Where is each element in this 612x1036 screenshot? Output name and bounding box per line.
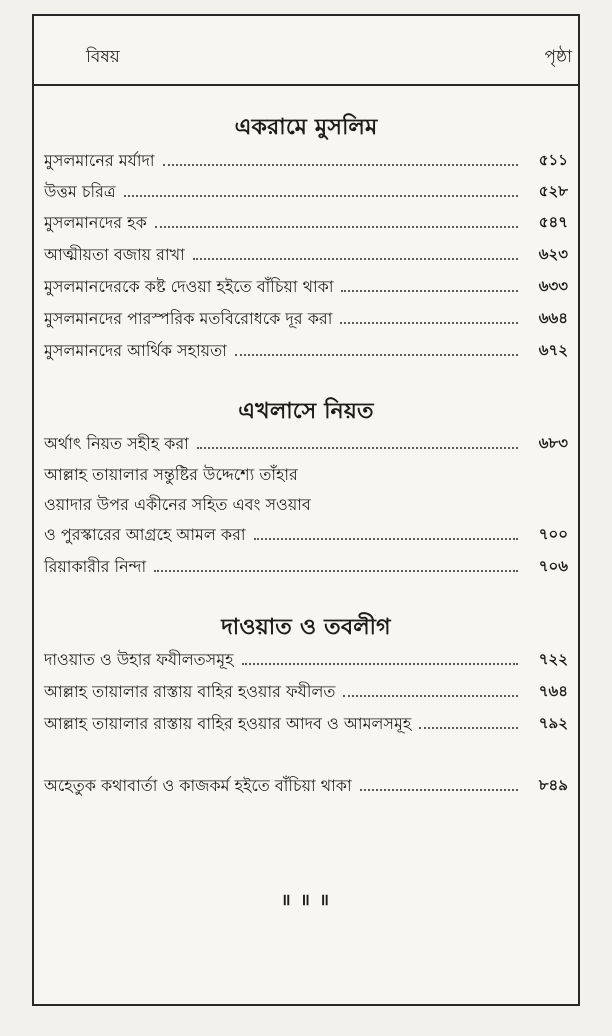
toc-entry-text: দাওয়াত ও উহার ফযীলতসমূহ bbox=[44, 649, 234, 669]
dot-leader bbox=[163, 164, 518, 166]
toc-page-number: ৫৪৭ bbox=[538, 212, 568, 231]
dot-leader bbox=[343, 695, 518, 697]
toc-entry-text: অহেতুক কথাবার্তা ও কাজকর্ম হইতে বাঁচিয়া থাকা bbox=[44, 775, 352, 795]
toc-entry-text: মুসলমানের মর্যাদা bbox=[44, 150, 155, 170]
toc-page-number: ৭২২ bbox=[538, 649, 568, 668]
toc-entry-text: আল্লাহ তায়ালার সন্তুষ্টির উদ্দেশ্যে তাঁহার bbox=[44, 464, 298, 484]
toc-entry-text: আত্মীয়তা বজায় রাখা bbox=[44, 244, 185, 264]
toc-row[interactable] bbox=[44, 678, 568, 706]
toc-page-number: ৫২৮ bbox=[538, 181, 568, 200]
toc-row[interactable] bbox=[44, 147, 568, 175]
toc-entry-text: মুসলমানদেরকে কষ্ট দেওয়া হইতে বাঁচিয়া থাকা bbox=[44, 276, 334, 296]
toc-page-number: ৮৪৯ bbox=[538, 775, 568, 794]
toc-entry-text: আল্লাহ তায়ালার রাস্তায় বাহির হওয়ার আদব ও আমলসমূহ bbox=[44, 713, 412, 733]
header-rule bbox=[34, 84, 578, 86]
toc-row-continued bbox=[44, 461, 568, 489]
toc-page-number: ৭০০ bbox=[538, 524, 568, 543]
top-rule bbox=[34, 14, 578, 16]
toc-page-number: ৬৭২ bbox=[538, 340, 568, 359]
section-title-dawat-tabligh: দাওয়াত ও তবলীগ bbox=[221, 615, 391, 640]
toc-entry-text: মুসলমানদের হক bbox=[44, 212, 147, 232]
contents-page bbox=[32, 14, 580, 1006]
toc-row[interactable] bbox=[44, 241, 568, 269]
dot-leader bbox=[242, 663, 518, 665]
toc-entry-text: মুসলমানদের পারস্পরিক মতবিরোধকে দূর করা bbox=[44, 308, 333, 328]
dot-leader bbox=[124, 195, 518, 197]
toc-page-number: ৬২৩ bbox=[538, 244, 568, 263]
dot-leader bbox=[340, 322, 518, 324]
dot-leader bbox=[419, 727, 518, 729]
toc-page-number: ৬৮৩ bbox=[538, 433, 568, 452]
dot-leader bbox=[154, 570, 518, 572]
toc-row[interactable] bbox=[44, 273, 568, 301]
dot-leader bbox=[235, 354, 518, 356]
dot-leader bbox=[341, 290, 518, 292]
toc-entry-text: অর্থাৎ নিয়ত সহীহ করা bbox=[44, 433, 189, 453]
toc-row-continued bbox=[44, 491, 568, 519]
contents-header bbox=[34, 44, 578, 80]
toc-row-standalone[interactable] bbox=[44, 772, 568, 800]
toc-page-number: ৬৩৩ bbox=[538, 276, 568, 295]
section-title-ekrame-muslim: একরামে মুসলিম bbox=[234, 115, 378, 140]
dot-leader bbox=[155, 226, 518, 228]
subject-column-label: বিষয় bbox=[86, 47, 120, 67]
toc-page-number: ৬৬৪ bbox=[538, 308, 568, 327]
toc-entry-text: মুসলমানদের আর্থিক সহায়তা bbox=[44, 340, 227, 360]
section-title-ekhlase-niyat: এখলাসে নিয়ত bbox=[238, 399, 374, 424]
toc-row[interactable] bbox=[44, 178, 568, 206]
toc-page-number: ৭০৬ bbox=[538, 556, 568, 575]
dot-leader bbox=[193, 258, 518, 260]
toc-entry-text: ওয়াদার উপর একীনের সহিত এবং সওয়াব bbox=[44, 494, 311, 514]
toc-row[interactable] bbox=[44, 521, 568, 549]
toc-page-number: ৭৬৪ bbox=[538, 681, 568, 700]
toc-page-number: ৫১১ bbox=[538, 150, 568, 169]
toc-row[interactable] bbox=[44, 710, 568, 738]
dot-leader bbox=[254, 538, 518, 540]
toc-row[interactable] bbox=[44, 646, 568, 674]
dot-leader bbox=[360, 789, 518, 791]
toc-entry-text: উত্তম চরিত্র bbox=[44, 181, 116, 201]
dot-leader bbox=[197, 447, 518, 449]
toc-row[interactable] bbox=[44, 209, 568, 237]
page-column-label: পৃষ্ঠা bbox=[544, 47, 572, 67]
toc-page-number: ৭৯২ bbox=[538, 713, 568, 732]
toc-row[interactable] bbox=[44, 553, 568, 581]
toc-row[interactable] bbox=[44, 305, 568, 333]
toc-entry-text: রিয়াকারীর নিন্দা bbox=[44, 556, 147, 576]
toc-entry-text: ও পুরস্কারের আগ্রহে আমল করা bbox=[44, 524, 246, 544]
toc-row[interactable] bbox=[44, 337, 568, 365]
footer-ornament: ॥ ॥ ॥ bbox=[281, 890, 331, 909]
toc-entry-text: আল্লাহ তায়ালার রাস্তায় বাহির হওয়ার ফযীলত bbox=[44, 681, 336, 701]
toc-row[interactable] bbox=[44, 430, 568, 458]
